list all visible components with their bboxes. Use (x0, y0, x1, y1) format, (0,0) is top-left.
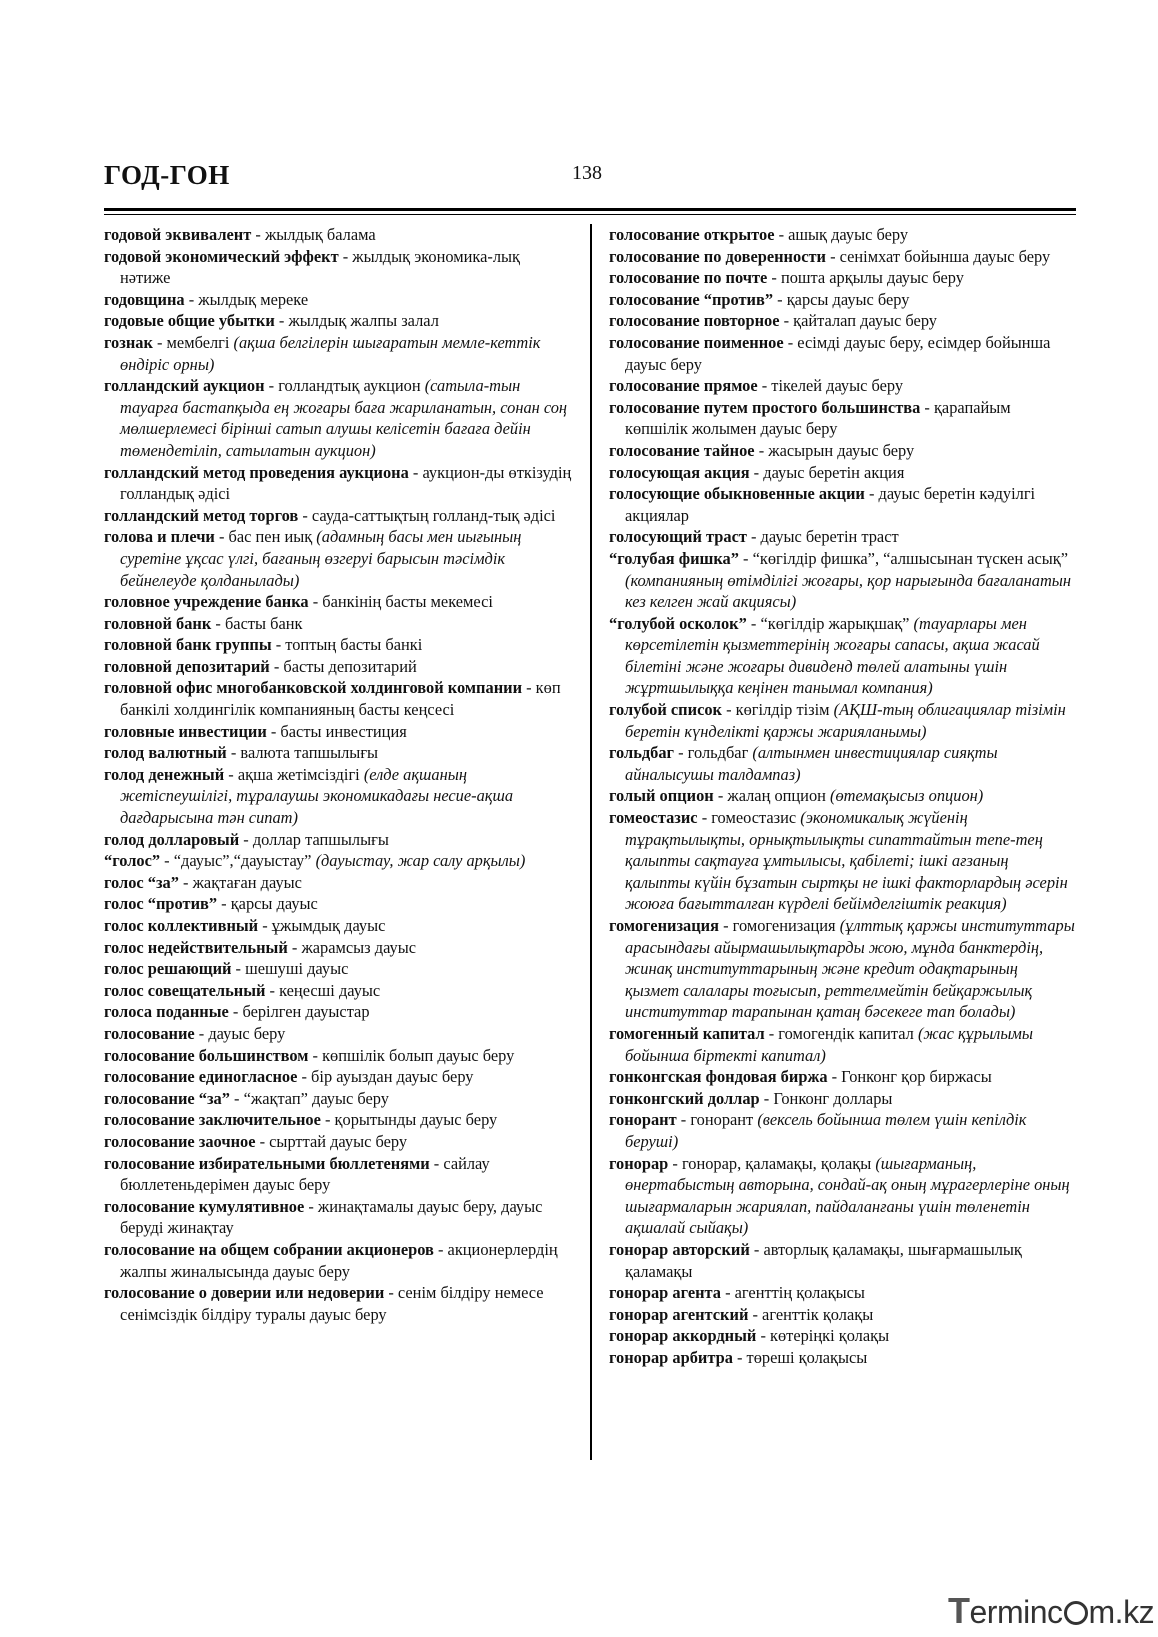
dictionary-entry (609, 267, 1075, 289)
entry-term: гонорант (609, 1110, 677, 1130)
dictionary-entry (609, 1282, 1075, 1304)
dictionary-entry (104, 634, 574, 656)
entry-term: гонконгская фондовая биржа (609, 1067, 828, 1087)
entry-definition: - авторлық қаламақы, шығармашылық қаламақы (625, 1239, 1022, 1281)
entry-definition: - кеңесші дауыс (265, 980, 381, 1000)
entry-term: годовой экономический эффект (104, 246, 339, 266)
entry-term: годовые общие убытки (104, 311, 275, 331)
entry-definition: - жылдық балама (251, 225, 376, 244)
entry-term: голосование “против” (609, 289, 774, 309)
entry-term: голосование открытое (609, 225, 775, 244)
entry-definition: - жылдық экономика-лық нәтиже (120, 246, 520, 288)
dictionary-entry (104, 721, 574, 743)
entry-note: (вексель бойынша төлем үшін кепілдік беруші) (625, 1110, 1027, 1151)
entry-term: голландский метод торгов (104, 505, 299, 525)
entry-note: (шығарманың, өнертабыстың авторына, сондай-ақ оның мұрагерлеріне оның шығармаларын жариялап, пайдаланғаны үшін төленетін ақшалай сыйақы) (625, 1153, 1070, 1238)
dictionary-entry (609, 397, 1075, 440)
dictionary-entry (104, 505, 574, 527)
entry-note: (өтемақысыз опцион) (830, 786, 984, 806)
entry-term: голосующий траст (609, 527, 747, 547)
entry-note: (алтынмен инвестициялар сияқты айналысушы талдампаз) (625, 743, 998, 784)
entry-definition: - банкінің басты мекемесі (308, 592, 493, 612)
left-column (104, 224, 574, 1325)
entry-note: (ақша белгілерін шығаратын мемле-кеттік өндіріс орны) (120, 332, 541, 374)
entry-definition: - “көгілдір фишка”, “алшысынан түскен асық” (738, 548, 1068, 568)
entry-definition: - берілген дауыстар (228, 1002, 370, 1022)
dictionary-entry (104, 829, 574, 851)
entry-definition: - қарсы дауыс (217, 894, 318, 914)
dictionary-entry (104, 289, 574, 311)
dictionary-entry (609, 289, 1075, 311)
entry-definition: - гонорар, қаламақы, қолақы (668, 1153, 876, 1173)
entry-definition: - басты инвестиция (266, 721, 407, 741)
entry-definition: - көтеріңкі қолақы (756, 1326, 890, 1346)
dictionary-entry (104, 1066, 574, 1088)
dictionary-entry (609, 548, 1075, 613)
entry-note: (АҚШ-тың облигациялар тізімін беретін күнделікті қаржы жарияланымы) (625, 700, 1066, 741)
dictionary-entry (609, 915, 1075, 1023)
entry-definition: - голландтық аукцион (264, 376, 425, 396)
dictionary-entry (104, 958, 574, 980)
entry-term: головное учреждение банка (104, 592, 309, 612)
entry-definition: - көп банкілі холдингілік компанияның басты кеңсесі (120, 678, 561, 720)
entry-term: голос решающий (104, 959, 232, 979)
entry-term: голосование по доверенности (609, 246, 826, 266)
entry-term: голосование повторное (609, 311, 780, 331)
entry-term: “голубая фишка” (609, 548, 739, 568)
entry-definition: - агенттің қолақысы (720, 1283, 865, 1303)
entry-term: головной депозитарий (104, 656, 270, 676)
entry-definition: - жақтаған дауыс (178, 872, 302, 892)
entry-definition: - жарамсыз дауыс (287, 937, 417, 957)
entry-term: голод долларовый (104, 829, 240, 849)
entry-term: голос совещательный (104, 980, 266, 1000)
entry-definition: - жинақтамалы дауыс беру, дауыс беруді жинақтау (120, 1196, 543, 1238)
entry-definition: - көпшілік болып дауыс беру (308, 1045, 515, 1065)
dictionary-entry (609, 462, 1075, 484)
entry-definition: - ақша жетімсіздігі (224, 764, 364, 784)
dictionary-entry (609, 1304, 1075, 1326)
dictionary-entry (609, 1088, 1075, 1110)
entry-definition: - жалаң опцион (713, 786, 831, 806)
entry-definition: - дауыс беретін акция (749, 462, 905, 482)
entry-definition: - сауда-саттықтың голланд-тық әдісі (298, 505, 556, 525)
entry-definition: - сырттай дауыс беру (255, 1131, 408, 1151)
entry-term: голосование тайное (609, 440, 755, 460)
entry-term: голос коллективный (104, 916, 259, 935)
dictionary-entry (609, 440, 1075, 462)
entry-term: голосующая акция (609, 462, 750, 482)
entry-definition: - жасырын дауыс беру (754, 440, 915, 460)
entry-note: (тауарлары мен көрсетілетін қызметтерінің жоғары сапасы, ақша жасай білетіні және жоғары дивиденд төлей алатыны үшін жұртшылыққа кеңінен танымал компания) (625, 613, 1040, 698)
dictionary-entry (609, 483, 1075, 526)
entry-term: гонконгский доллар (609, 1088, 760, 1108)
entry-term: гомогенный капитал (609, 1023, 765, 1043)
entry-term: гонорар агента (609, 1283, 721, 1303)
entry-definition: - топтың басты банкі (271, 635, 423, 655)
entry-term: голосование заключительное (104, 1110, 321, 1130)
dictionary-entry (104, 1001, 574, 1023)
dictionary-entry (609, 310, 1075, 332)
entry-note: (компанияның өтімділігі жоғары, қор нарығында бағаланатын кез келген жай акциясы) (625, 570, 1072, 612)
page-number: 138 (572, 162, 602, 184)
entry-definition: - Гонконг доллары (759, 1088, 893, 1108)
dictionary-entry (104, 1282, 574, 1325)
entry-definition: - гомеостазис (697, 808, 801, 828)
watermark-part2: c (1047, 1594, 1063, 1630)
entry-definition: - “жақтап” дауыс беру (229, 1088, 389, 1108)
dictionary-entry (609, 699, 1075, 742)
entry-term: годовщина (104, 289, 185, 309)
entry-definition: - гомогенизация (719, 916, 840, 935)
entry-term: голос “против” (104, 894, 218, 914)
entry-definition: - “дауыс”,“дауыстау” (160, 851, 316, 871)
dictionary-entry (609, 1325, 1075, 1347)
dictionary-entry (104, 1109, 574, 1131)
dictionary-entry (104, 1239, 574, 1282)
entry-definition: - жылдық мереке (184, 289, 309, 309)
entry-term: голос “за” (104, 872, 179, 892)
dictionary-entry (104, 1153, 574, 1196)
entry-term: головные инвестиции (104, 721, 267, 741)
entry-term: “голубой осколок” (609, 613, 747, 633)
dictionary-entry (609, 224, 1075, 246)
entry-note: (дауыстау, жар салу арқылы) (315, 851, 526, 871)
entry-definition: - жылдық жалпы залал (274, 311, 439, 331)
entry-term: голосование путем простого большинства (609, 397, 921, 417)
dictionary-entry (104, 375, 574, 461)
dictionary-entry (104, 591, 574, 613)
entry-definition: - сенім білдіру немесе сенімсіздік білдіру туралы дауыс беру (120, 1283, 544, 1324)
entry-term: голландский метод проведения аукциона (104, 462, 409, 482)
entry-definition: - агенттік қолақы (748, 1304, 874, 1324)
entry-term: гомеостазис (609, 808, 698, 828)
entry-term: гонорар (609, 1153, 669, 1173)
entry-term: голод денежный (104, 764, 225, 784)
entry-term: “голос” (104, 851, 161, 871)
magnifier-icon (1064, 1601, 1088, 1625)
entry-term: голос недействительный (104, 937, 288, 957)
dictionary-entry (609, 1347, 1075, 1369)
entry-definition: - ұжымдық дауыс (258, 916, 386, 935)
dictionary-entry (104, 246, 574, 289)
entry-definition: - сайлау бюллетеньдерімен дауыс беру (120, 1153, 490, 1195)
dictionary-entry (104, 613, 574, 635)
dictionary-entry (104, 1023, 574, 1045)
entry-term: голосование “за” (104, 1088, 230, 1108)
dictionary-entry (609, 375, 1075, 397)
entry-term: голосование прямое (609, 376, 758, 396)
entry-definition: - дауыс беретін кәдуілгі акциялар (625, 484, 1036, 525)
dictionary-entry (609, 1066, 1075, 1088)
entry-term: голоса поданные (104, 1002, 229, 1022)
entry-note: (сатыла-тын тауарға бастапқыда ең жоғары баға жариланатын, сонан соң мөлшерлемесі бірінші сатып алушы келісетін бағаға дейін төмендетіліп, сатылатын аукцион) (120, 376, 568, 460)
entry-term: гольдбаг (609, 743, 675, 763)
watermark-prefix: T (948, 1590, 970, 1631)
watermark-part1: ermin (969, 1594, 1048, 1630)
entry-definition: - валюта тапшылығы (226, 743, 379, 763)
dictionary-entry (104, 893, 574, 915)
entry-definition: - бір ауыздан дауыс беру (297, 1067, 474, 1087)
entry-definition: - көгілдір тізім (721, 700, 834, 720)
entry-term: голосующие обыкновенные акции (609, 484, 865, 504)
entry-term: головной банк (104, 613, 212, 633)
entry-term: гознак (104, 332, 153, 352)
entry-term: голубой список (609, 700, 722, 720)
entry-definition: - гонорант (676, 1110, 758, 1130)
entry-term: голосование кумулятивное (104, 1196, 305, 1216)
entry-term: голосование (104, 1023, 195, 1043)
dictionary-entry (104, 850, 574, 872)
entry-term: голосование поименное (609, 332, 784, 352)
entry-definition: - есімді дауыс беру, есімдер бойынша дауыс беру (625, 332, 1051, 374)
column-divider (590, 224, 592, 1460)
entry-definition: - дауыс беретін траст (746, 527, 899, 547)
dictionary-entry (609, 1153, 1075, 1239)
entry-term: голосование избирательными бюллетенями (104, 1153, 430, 1173)
dictionary-entry (104, 1088, 574, 1110)
dictionary-entry (609, 785, 1075, 807)
dictionary-entry (104, 764, 574, 829)
dictionary-entry (104, 332, 574, 375)
dictionary-entry (104, 1196, 574, 1239)
entry-term: голосование о доверии или недоверии (104, 1283, 385, 1303)
dictionary-entry (609, 332, 1075, 375)
entry-note: (жас құрылымы бойынша біртекті капитал) (625, 1023, 1033, 1065)
dictionary-entry (609, 1239, 1075, 1282)
dictionary-entry (104, 224, 574, 246)
watermark-part3: m.kz (1088, 1594, 1155, 1630)
dictionary-entry (609, 526, 1075, 548)
entry-definition: - тікелей дауыс беру (757, 376, 904, 396)
entry-term: годовой эквивалент (104, 225, 252, 244)
dictionary-entry (104, 462, 574, 505)
dictionary-entry (609, 1023, 1075, 1066)
dictionary-entry (104, 742, 574, 764)
entry-definition: - дауыс беру (194, 1023, 286, 1043)
entry-term: головной банк группы (104, 635, 272, 655)
entry-definition: - шешуші дауыс (231, 959, 349, 979)
page-header-title: ГОД-ГОН (104, 160, 230, 190)
entry-note: (ұлттық қаржы институттары арасындағы айырмашылықтарды жою, мұнда банктердің, жинақ институттарының және кредит одақтарының қызмет салалары тоғысып, реттелмейтін бейқаржылық институттар тарапынан қатаң бәсекеге тап болады) (625, 916, 1075, 1022)
entry-term: голод валютный (104, 743, 227, 763)
entry-term: голый опцион (609, 786, 714, 806)
dictionary-entry (104, 1131, 574, 1153)
entry-definition: - мембелгі (152, 332, 234, 352)
entry-term: голосование единогласное (104, 1067, 298, 1087)
dictionary-entry (104, 1045, 574, 1067)
entry-definition: - қайталап дауыс беру (779, 311, 938, 331)
dictionary-entry (104, 937, 574, 959)
entry-definition: - қорытынды дауыс беру (320, 1110, 498, 1130)
entry-definition: - “көгілдір жарықшақ” (746, 613, 914, 633)
entry-term: гонорар аккордный (609, 1326, 757, 1346)
entry-definition: - қарапайым көпшілік жолымен дауыс беру (625, 397, 1011, 439)
dictionary-entry (104, 656, 574, 678)
entry-term: голосование по почте (609, 268, 768, 288)
entry-note: (адамның басы мен иығының суретіне ұқсас үлгі, бағаның өзгеруі барысын тәсімдік бейнелеуде қолданылады) (120, 527, 522, 590)
dictionary-entry (609, 613, 1075, 699)
entry-definition: - бас пен иық (214, 527, 317, 547)
entry-note: (елде ақшаның жетіспеушілігі, тұралаушы экономикадағы несие-ақша дағдарысына тән сипат) (120, 764, 514, 828)
dictionary-entry (104, 677, 574, 720)
entry-definition: - акционерлердің жалпы жиналысында дауыс беру (120, 1239, 558, 1281)
dictionary-entry (104, 310, 574, 332)
entry-definition: - гомогендік капитал (764, 1023, 918, 1043)
dictionary-entry (609, 742, 1075, 785)
entry-term: гомогенизация (609, 916, 719, 935)
entry-definition: - қарсы дауыс беру (773, 289, 910, 309)
entry-term: голосование заочное (104, 1131, 256, 1151)
entry-definition: - аукцион-ды өткізудің голландық әдісі (120, 462, 572, 504)
dictionary-entry (609, 246, 1075, 268)
entry-definition: - пошта арқылы дауыс беру (767, 268, 964, 288)
header-rule-thin (104, 214, 1076, 215)
header-rule-thick (104, 208, 1076, 211)
entry-term: голосование большинством (104, 1045, 309, 1065)
entry-term: голландский аукцион (104, 376, 265, 396)
entry-definition: - ашық дауыс беру (774, 225, 909, 244)
entry-definition: - басты депозитарий (269, 656, 417, 676)
entry-definition: - Гонконг қор биржасы (827, 1067, 992, 1087)
entry-term: гонорар арбитра (609, 1347, 733, 1367)
entry-definition: - төреші қолақысы (732, 1347, 868, 1367)
entry-term: гонорар агентский (609, 1304, 749, 1324)
dictionary-entry (104, 872, 574, 894)
entry-term: гонорар авторский (609, 1239, 750, 1259)
entry-definition: - сенімхат бойынша дауыс беру (825, 246, 1051, 266)
entry-definition: - доллар тапшылығы (239, 829, 389, 849)
entry-definition: - басты банк (211, 613, 303, 633)
dictionary-entry (609, 807, 1075, 915)
entry-term: головной офис многобанковской холдинговой компании (104, 678, 523, 698)
dictionary-entry (104, 526, 574, 591)
entry-note: (экономикалық жүйенің тұрақтылықты, орнықтылықты сипаттайтын тепе-тең қалыпты сақтауға ұмтылысы, қабілеті; ішкі ағзаның қалыпты күйін бұзатын сыртқы не ішкі факторлардың әсерін жоюға бағытталған күрделі бейімделгіштік реакция) (625, 808, 1068, 914)
termincom-watermark-logo (948, 1590, 1154, 1632)
entry-term: голова и плечи (104, 527, 215, 547)
dictionary-entry (609, 1109, 1075, 1152)
dictionary-entry (104, 980, 574, 1002)
dictionary-entry (104, 915, 574, 937)
right-column (609, 224, 1075, 1368)
entry-definition: - гольдбаг (674, 743, 753, 763)
entry-term: голосование на общем собрании акционеров (104, 1239, 434, 1259)
